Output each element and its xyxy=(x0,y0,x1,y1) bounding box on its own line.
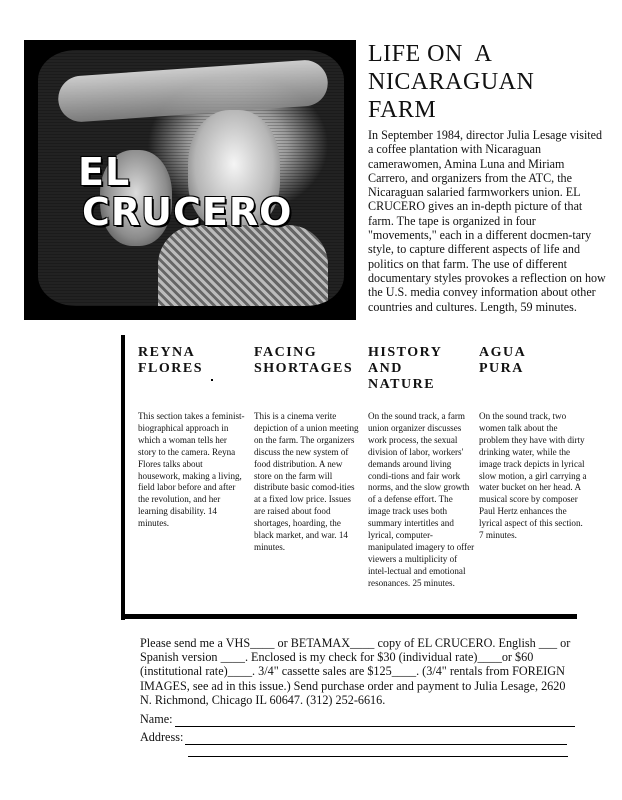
address-field[interactable] xyxy=(140,730,567,745)
section-left-rule xyxy=(121,335,125,620)
photo-title-line2: CRUCERO xyxy=(82,190,293,234)
section-history-and-nature xyxy=(368,345,476,590)
headline-line1: LIFE ON A xyxy=(368,41,493,67)
name-field[interactable] xyxy=(140,712,575,727)
section-bottom-rule xyxy=(121,614,577,619)
section-body: On the sound track, a farm union organizer discusses work process, the sexual division of labor, workers' demands around living condi-tions and fair work norms, and the slow growth of a defense effort. The image track uses both summary intertitles and lyrical, computer-manipulated imagery to offer viewers a multiplicity of intel-lectual and emotional resonances. 25 minutes. xyxy=(368,411,475,588)
headline-line3: FARM xyxy=(368,97,437,123)
photo-title-line1: EL xyxy=(78,150,131,194)
address-write-line-2[interactable] xyxy=(188,756,568,757)
section-facing-shortages xyxy=(254,345,362,554)
section-title-line: PURA xyxy=(479,361,524,376)
section-title-line: REYNA xyxy=(138,345,196,360)
section-reyna-flores xyxy=(138,345,246,530)
section-title-line: AGUA xyxy=(479,345,527,360)
photo-shirt xyxy=(158,225,328,306)
address-label: Address: xyxy=(140,730,184,744)
tv-screen xyxy=(38,50,344,306)
address-write-line[interactable] xyxy=(185,733,567,745)
section-body: This section takes a feminist-biographical approach in which a woman tells her story to the camera. Reyna Flores talks about housework, making a living, field labor before and after the revolution, and her learning disability. 14 minutes. xyxy=(138,411,245,529)
section-title-line: HISTORY xyxy=(368,345,443,360)
section-agua-pura xyxy=(479,345,587,542)
section-title-line: AND xyxy=(368,361,403,376)
section-title xyxy=(479,345,587,411)
section-body: This is a cinema verite depiction of a union meeting on the farm. The organizers discuss the new system of food distribution. A new store on the farm will distribute basic comod-ities at a fixed low price. Issues are raised about food shortages, hoarding, the black market, and war. 14 minutes. xyxy=(254,411,359,552)
intro-paragraph: In September 1984, director Julia Lesage visited a coffee plantation with Nicaraguan camerawomen, Amina Luna and Miriam Carrero, and organizers from the ATC, the Nicaraguan salaried farmworkers union. EL CRUCERO gives an in-depth picture of that farm. The tape is organized in four "movements," each in a different docmen-tary style, to capture different aspects of life and politics on that farm. The use of different documentary styles provokes a reflection on how the U.S. media convey information about other countries and cultures. Length, 59 minutes. xyxy=(368,128,606,314)
headline-line2: NICARAGUAN xyxy=(368,69,535,95)
name-write-line[interactable] xyxy=(175,715,575,727)
photo-arm-shape xyxy=(57,59,330,124)
order-instructions: Please send me a VHS____ or BETAMAX____ copy of EL CRUCERO. English ___ or Spanish version ____. Enclosed is my check for $30 (individual rate)____or $60 (institutional rate)____. 3/4" cassette sales are $125____. (3/4" rentals from FOREIGN IMAGES, see ad in this issue.) Send purchase order and payment to Julia Lesage, 2620 N. Richmond, Chicago IL 60647. (312) 252-6616. xyxy=(140,636,571,707)
section-title-line: FACING xyxy=(254,345,318,360)
film-still-photo xyxy=(24,40,356,320)
section-title xyxy=(138,345,246,411)
section-title xyxy=(254,345,362,411)
section-title-line: SHORTAGES xyxy=(254,361,354,376)
section-title-line: NATURE xyxy=(368,377,436,392)
section-title-line: FLORES xyxy=(138,361,204,376)
section-body: On the sound track, two women talk about the problem they have with dirty drinking water, while the image track depicts in lyrical slow motion, a girl carrying a water bucket on her head. A musical score by composer Paul Hertz enhances the lyrical aspect of this section. 7 minutes. xyxy=(479,411,587,541)
page-headline xyxy=(368,40,608,124)
section-title xyxy=(368,345,476,411)
name-label: Name: xyxy=(140,712,173,726)
